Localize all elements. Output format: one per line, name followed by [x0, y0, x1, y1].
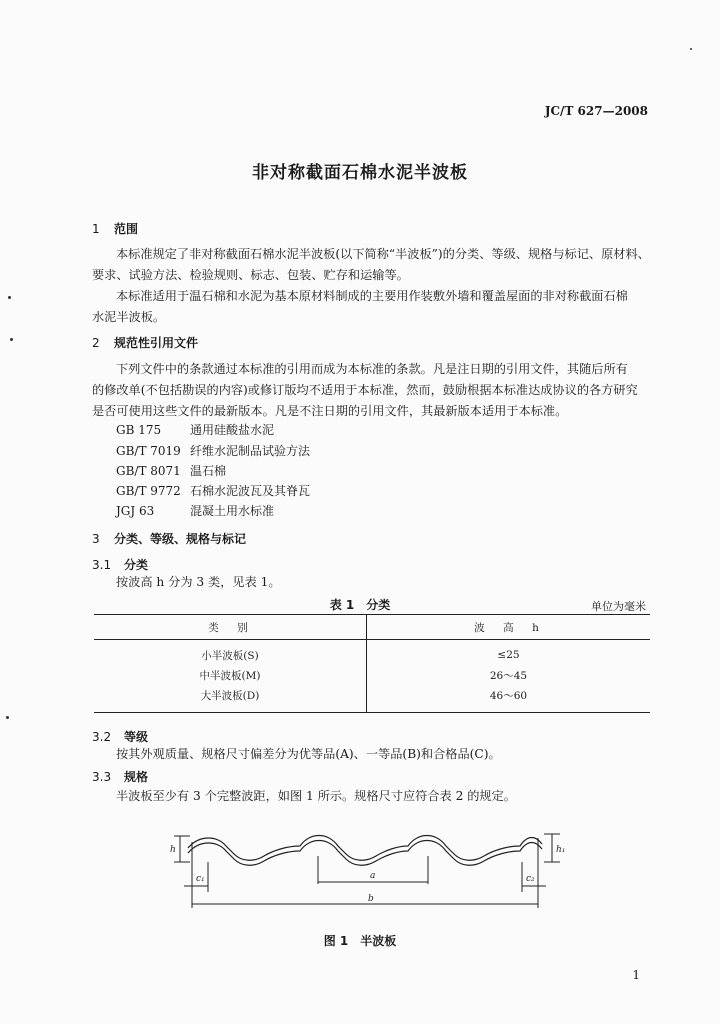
text-line: 要求、试验方法、检验规则、标志、包装、贮存和运输等。 — [92, 268, 409, 282]
section-1-paragraph-2 — [92, 286, 650, 328]
section-1-paragraph-1 — [92, 244, 650, 286]
figure-1-caption: 图 1 半波板 — [323, 934, 397, 948]
page-number: 1 — [632, 968, 640, 982]
table-header-wave-height: 波 高 h — [367, 615, 651, 640]
subsection-3-3-heading — [92, 768, 148, 785]
label-c1: c₁ — [196, 874, 205, 884]
table-row — [94, 665, 650, 685]
section-title: 分类 — [124, 558, 149, 572]
section-number: 3 — [92, 532, 100, 546]
board-profile — [188, 836, 542, 866]
section-number: 3.2 — [92, 730, 112, 744]
subsection-3-2-text: 按其外观质量、规格尺寸偏差分为优等品(A)、一等品(B)和合格品(C)。 — [116, 747, 501, 761]
label-a: a — [370, 871, 376, 881]
scan-speck — [690, 48, 692, 50]
table-cell: 中半波板(M) — [94, 665, 367, 685]
section-title: 规范性引用文件 — [114, 336, 199, 350]
text-line: 本标准适用于温石棉和水泥为基本原材料制成的主要用作装敷外墙和覆盖屋面的非对称截面石棉 — [116, 289, 628, 303]
classification-table — [94, 614, 650, 713]
section-title: 等级 — [124, 730, 149, 744]
table-1-caption: 表 1 分类 — [329, 598, 391, 612]
label-h: h — [170, 845, 176, 855]
dimension-lines — [174, 834, 560, 908]
reference-item — [116, 462, 226, 479]
reference-title: 通用硅酸盐水泥 — [190, 423, 275, 437]
reference-code: GB 175 — [116, 423, 162, 437]
section-number: 2 — [92, 336, 100, 350]
scan-speck — [8, 296, 11, 299]
section-title: 范围 — [114, 222, 139, 236]
label-h1: h₁ — [556, 845, 566, 855]
section-number: 1 — [92, 222, 100, 236]
table-row — [94, 640, 650, 666]
section-3-heading — [92, 530, 246, 547]
section-2-heading — [92, 334, 198, 351]
table-cell: 46～60 — [367, 685, 651, 713]
reference-title: 纤维水泥制品试验方法 — [190, 444, 311, 458]
scan-speck — [10, 338, 13, 341]
reference-item — [116, 482, 310, 499]
section-number: 3.3 — [92, 770, 112, 784]
text-line: 水泥半波板。 — [92, 310, 166, 324]
section-title: 规格 — [124, 770, 149, 784]
table-cell: 大半波板(D) — [94, 685, 367, 713]
subsection-3-3-text: 半波板至少有 3 个完整波距，如图 1 所示。规格尺寸应符合表 2 的规定。 — [116, 789, 516, 803]
table-cell: 26～45 — [489, 669, 528, 682]
table-cell: ≤25 — [497, 649, 520, 661]
label-b: b — [368, 894, 374, 904]
reference-title: 温石棉 — [190, 464, 227, 478]
subsection-3-1-heading — [92, 556, 148, 573]
text-line: 下列文件中的条款通过本标准的引用而成为本标准的条款。凡是注日期的引用文件，其随后所有 — [116, 362, 628, 376]
label-c2: c₂ — [526, 874, 535, 884]
scan-speck — [6, 716, 9, 719]
reference-title: 混凝土用水标准 — [190, 504, 275, 518]
document-title: 非对称截面石棉水泥半波板 — [252, 163, 468, 183]
reference-code: JGJ 63 — [116, 504, 155, 518]
reference-item — [116, 442, 310, 459]
table-header-row — [94, 615, 650, 640]
reference-code: GB/T 7019 — [116, 444, 181, 458]
subsection-3-1-text: 按波高 h 分为 3 类，见表 1。 — [116, 575, 281, 589]
text-line: 本标准规定了非对称截面石棉水泥半波板(以下简称“半波板”)的分类、等级、规格与标记、原材料、 — [116, 247, 650, 261]
reference-item — [116, 421, 274, 438]
standard-number: JC/T 627—2008 — [544, 104, 648, 118]
table-row — [94, 685, 650, 713]
reference-code: GB/T 9772 — [116, 484, 181, 498]
subsection-3-2-heading — [92, 728, 148, 745]
reference-title: 石棉水泥波瓦及其脊瓦 — [190, 484, 311, 498]
half-wave-board-figure — [160, 822, 570, 918]
section-number: 3.1 — [92, 558, 112, 572]
reference-item — [116, 502, 274, 519]
table-cell: 小半波板(S) — [94, 640, 367, 666]
table-1-unit: 单位为毫米 — [591, 600, 646, 613]
text-line: 的修改单(不包括勘误的内容)或修订版均不适用于本标准，然而，鼓励根据本标准达成协议的各方研究 — [92, 383, 638, 397]
section-1-heading — [92, 220, 138, 237]
reference-code: GB/T 8071 — [116, 464, 181, 478]
table-header-category: 类 别 — [94, 615, 367, 640]
section-title: 分类、等级、规格与标记 — [114, 532, 247, 546]
section-2-paragraph — [92, 359, 650, 422]
text-line: 是否可使用这些文件的最新版本。凡是不注日期的引用文件，其最新版本适用于本标准。 — [92, 404, 568, 418]
